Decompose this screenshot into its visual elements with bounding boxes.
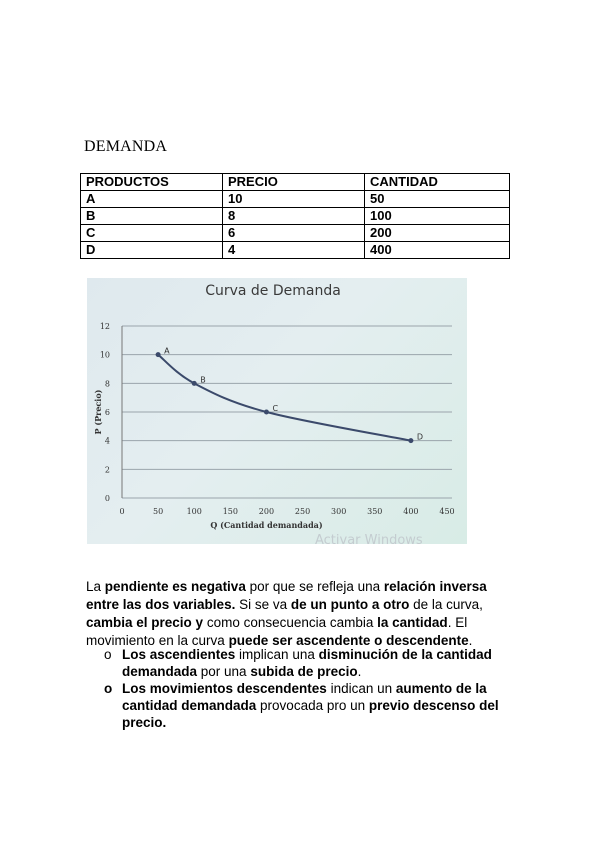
bold-text: subida de precio xyxy=(250,664,358,679)
bold-text: puede ser ascendente o descendente xyxy=(228,632,469,648)
cell-quantity: 50 xyxy=(365,191,510,208)
cell-quantity: 100 xyxy=(365,208,510,225)
point-label: D xyxy=(416,432,424,442)
text-span: provocada pro un xyxy=(256,698,369,713)
bold-text: relación inversa entre las dos variables. xyxy=(86,578,487,612)
table-row xyxy=(81,225,510,242)
data-point xyxy=(408,438,413,443)
bold-text: disminución de la cantidad demandada xyxy=(122,647,492,679)
text-span: indican un xyxy=(326,681,396,696)
bold-text: previo descenso del precio. xyxy=(122,698,499,730)
table-row xyxy=(81,242,510,259)
explanation-paragraph xyxy=(86,578,516,650)
cell-product: C xyxy=(81,225,223,242)
text-span: La xyxy=(86,578,105,594)
cell-price: 4 xyxy=(223,242,365,259)
x-tick-label: 150 xyxy=(222,507,238,516)
movement-bullet-list xyxy=(104,646,524,731)
x-tick-label: 400 xyxy=(403,507,419,516)
y-tick-label: 4 xyxy=(104,436,110,446)
text-span: . xyxy=(468,632,473,648)
y-axis-label: P (Precio) xyxy=(93,389,103,435)
bold-text: pendiente es negativa xyxy=(104,578,246,594)
x-axis-label: Q (Cantidad demandada) xyxy=(210,520,323,530)
x-tick-label: 300 xyxy=(331,507,347,516)
table-row xyxy=(81,191,510,208)
data-point xyxy=(264,410,269,415)
bold-text: Los movimientos descendentes xyxy=(122,681,327,696)
y-tick-label: 6 xyxy=(104,408,110,417)
point-label: B xyxy=(200,375,206,385)
y-tick-label: 12 xyxy=(99,322,110,331)
data-point xyxy=(192,381,197,386)
data-point xyxy=(156,352,161,357)
y-tick-label: 8 xyxy=(104,379,110,389)
cell-quantity: 400 xyxy=(365,242,510,259)
bold-text: cambia el precio y xyxy=(86,614,204,630)
demand-table xyxy=(80,173,510,259)
text-span: como consecuencia cambia xyxy=(203,614,378,630)
x-tick-label: 100 xyxy=(186,507,202,516)
table-header-row xyxy=(81,174,510,191)
text-span: por que se refleja una xyxy=(245,578,384,594)
cell-product: A xyxy=(81,191,223,208)
text-span: Si se va xyxy=(235,596,291,612)
demand-curve-line xyxy=(158,355,411,441)
bullet-marker: o xyxy=(104,681,113,696)
cell-price: 8 xyxy=(223,208,365,225)
point-label: C xyxy=(272,404,279,413)
y-tick-label: 10 xyxy=(99,350,110,360)
bullet-item xyxy=(104,680,524,731)
x-tick-label: 250 xyxy=(294,507,311,516)
x-tick-label: 450 xyxy=(439,507,455,516)
point-label: A xyxy=(164,346,170,356)
bold-text: Los ascendientes xyxy=(122,647,236,662)
cell-product: D xyxy=(81,242,223,259)
text-span: implican una xyxy=(235,647,319,662)
text-span: . El movimiento en la curva xyxy=(86,614,468,648)
cell-product: B xyxy=(81,208,223,225)
cell-price: 6 xyxy=(223,225,365,242)
y-tick-label: 0 xyxy=(104,494,110,503)
bold-text: la cantidad xyxy=(377,614,448,630)
chart-title: Curva de Demanda xyxy=(205,283,341,299)
demand-curve-chart xyxy=(87,278,467,544)
text-span: de la curva, xyxy=(409,596,483,612)
table-row xyxy=(81,208,510,225)
text-span: . xyxy=(357,664,362,679)
x-tick-label: 50 xyxy=(153,507,164,516)
header-precio: PRECIO xyxy=(223,174,365,191)
header-cantidad: CANTIDAD xyxy=(365,174,510,191)
cell-price: 10 xyxy=(223,191,365,208)
y-tick-label: 2 xyxy=(104,465,110,475)
bullet-marker: o xyxy=(104,647,112,662)
bullet-item xyxy=(104,646,524,680)
x-tick-label: 200 xyxy=(258,507,275,516)
chart-canvas xyxy=(87,278,467,544)
bold-text: de un punto a otro xyxy=(290,596,410,612)
text-span: por una xyxy=(197,664,251,679)
x-tick-label: 0 xyxy=(119,507,125,516)
x-tick-label: 350 xyxy=(367,507,383,516)
watermark-text: Activar Windows xyxy=(315,533,423,544)
page-heading: DEMANDA xyxy=(84,138,168,155)
header-productos: PRODUCTOS xyxy=(81,174,223,191)
bold-text: aumento de la cantidad demandada xyxy=(122,681,487,713)
cell-quantity: 200 xyxy=(365,225,510,242)
